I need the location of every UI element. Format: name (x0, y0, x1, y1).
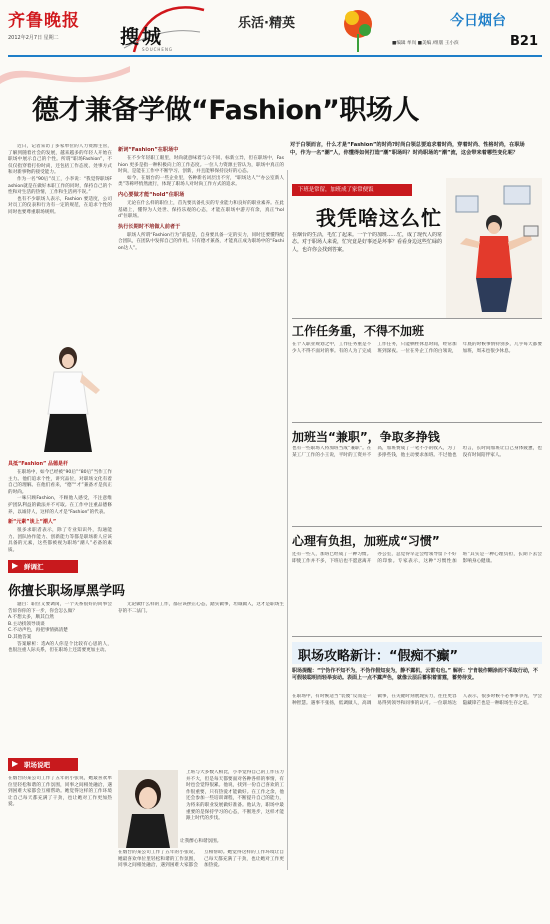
survey-label-text: 鲜调汇 (24, 563, 44, 571)
sub-heading: 执行长期时不培做人前者于 (118, 223, 181, 230)
section1-body: 在个人职业规划之中，工作任务重是不少人不得不面对的事。有的人为了完成工作任务，只能牺牲休息时间，经常加班到深夜。一位在外企工作的白领说，年底的时候事情特别多，几乎每天都要加班，周末也很少休息。 (292, 342, 542, 354)
left-article-body-2 (8, 458, 112, 555)
brand-logo-text: 搜城 (120, 26, 165, 48)
column-divider (287, 170, 288, 870)
section4-body: 在职场中，有时候适当“装傻”反而是一种智慧。遇事不张扬，低调做人，高调做事，在关键时刻展现实力，往往更容易得到领导和同事的认可。一位职场达人表示，很多时候不必事事争先，学会隐藏锋芒也是一种职场生存之道。 (292, 694, 542, 706)
section1-headline: 工作任务重，不得不加班 (292, 324, 425, 338)
survey-answer: 答案解析：选A的人你是个比较有心思的人，也很注重人际关系，但在职场上还需要更加主动。 (8, 641, 112, 654)
survey-headline: 你擅长职场厚黑学吗 (8, 584, 126, 599)
paragraph: 在职场中，如今已经被“90后”“80后”当作工作主力。他们追求个性，讲究品位，对职场文化有着自己的理解。在他们看来，“德”“才”兼备才是真正的时尚。 (8, 470, 112, 495)
woman-portrait-photo (118, 770, 178, 848)
page-number: B21 (510, 34, 538, 49)
busy-worker-photo (446, 178, 542, 318)
feature-intro: 在烟台的生活，毛忙了起来。一个个的加班……忙，成了现代人的常态。对于职场人来说，忙究竟是好事还是坏事？看看身边这些忙碌的人，也许你会找到答案。 (292, 232, 442, 253)
masthead (0, 0, 550, 58)
survey-intro: 题目：职位又要调岗，一个关系很好的同事会告诉你你的下一步，你会怎么做？ (8, 602, 112, 614)
divider (292, 422, 542, 423)
paragraph: 无论在什么样的职位上，首先要具备扎实的专业能力和良好的职业素养。在此基础上，懂得为人处世、保持乐观的心态，才能在职场中游刃有余，真正“hold”住职场。 (118, 200, 284, 220)
paragraph: 作为一名“90后”员工，小李说：“我觉得职场Fashion就是在做好本职工作的同时，保持自己的个性和对生活的热情，工作和生活两不误。” (8, 176, 112, 196)
feature-kicker: 下班是常留，加班成了家常便饭 (292, 184, 412, 196)
left-article (8, 144, 112, 554)
divider (292, 636, 542, 637)
column-tagline: 乐活·精英 (238, 16, 295, 31)
paragraph: 近日，记者采访了多家单位的人力资源主管，了解到随着社会的发展，越来越多的年轻人开始在职场中展示自己的个性。所谓“职场Fashion”，不仅仅指穿着打扮时尚，还包括工作态度、处事方式和对新事物的接受能力。 (8, 144, 112, 176)
sub-heading: 新“元素”谈上“潮人” (8, 519, 57, 526)
section3-body: 还有一些人，加班已经成了一种习惯。即使工作并不多，下班后也不愿意离开办公室，总觉得早走会给领导留下不好的印象。专家表示，这种“习惯性加班”其实是一种心理负担，长期下去会影响身心健康。 (292, 552, 542, 564)
divider (292, 318, 542, 319)
sub-heading: 具抵“Fashion” 品德是杆 (8, 461, 69, 467)
section4-headline-box (292, 642, 542, 664)
survey-option[interactable]: B.主动找领导谈谈 (8, 621, 45, 627)
section2-body: 也有一些职场人将加班当成“兼职”。在某工厂工作的小王说，平时的工资并不高，加班费成了一笔不小的收入，为了多挣些钱，他主动要求加班。不过他也坦言，长时间加班让自己身体疲惫，也没有时间陪伴家人。 (292, 446, 542, 458)
sub-heading: 内心要做才能“hold”住职场 (118, 191, 185, 198)
left-article-body (8, 144, 112, 284)
survey-option[interactable]: C.不动声色，再把事情搞清楚 (8, 628, 68, 634)
paragraph: 也有不少职场人表示，Fashion 要适度，公司对员工的仪表和行为有一定的规范，在追求个性的同时也要尊重职场规则。 (8, 196, 112, 215)
paragraph: 如今，在烟台的一些企业里，各种新名词层出不穷，“职场达人”“办公室新人类”等称呼悄然流行，体现了职场人对时尚工作方式的追求。 (118, 175, 284, 188)
woman-figure-icon (8, 344, 112, 454)
survey-option[interactable]: D.其他答案 (8, 634, 32, 640)
section4-headline: 职场攻略新计：“假痴不癫” (298, 649, 459, 664)
lead-paragraph: 对于白领而言，什么才是“Fashion”的时尚?时尚白领总要追求着时尚，穿着时尚、性格时尚，在职场中，作为一名“潮”人，你懂得如何打造“潮”职场吗？时尚职场的“潮”流，这会带来着哪些变化呢？ (290, 142, 525, 156)
bottom-right-body: 上班与大多数人相比，小李觉得自己的工作压力并不大，但是每天都要面对各种各样的事情，有时也会觉得很累。他说，找到一份自己喜欢的工作很重要，只有热爱才能做好。在工作之余，他还会参加一些培训课程，不断提升自己的能力，为将来的职业发展做好准备。他认为，职场中最重要的是保持学习的心态，不断进步，这样才能跟上时代的步伐。 (186, 770, 284, 822)
section-name: 今日烟台 (450, 13, 506, 29)
paper-logo: 齐鲁晚报 (8, 11, 80, 31)
section2-headline: 加班当“兼职”，争取多挣钱 (292, 430, 440, 444)
paragraph: 职场人所谓“Fashion行为”前提是，自身要具备一定的实力，同时还要懂得配合团队，在团队中发挥自己的作用。只有德才兼备，才能真正成为职场中的“Fashion达人”。 (118, 232, 284, 251)
section3-headline: 心理有负担，加班成“习惯” (292, 534, 440, 548)
survey-label (8, 560, 78, 573)
masthead-rule (8, 55, 542, 57)
photo-caption: 让我醉心和谐氛围。 (180, 839, 222, 844)
paragraph: 一味只顾Fashion，不顾他人感受，不注意维护团队利益的做法并不可取。在工作中注重品德修养，以诚待人，这样的人才是“Fashion”的代表。 (8, 496, 112, 515)
paragraph: 在不少年轻职工眼里，时尚就意味着与众不同、标新立异，但在职场中，Fashion 更多是指一种积极向上的工作态度。一位人力资源主管认为，职场中真正的时尚，是能在工作中不断学习、创新，并且能够保持良好的心态。 (118, 156, 284, 175)
arrow-right-icon: ▶ (12, 561, 19, 570)
date-line: 2012年2月7日 星期二 (8, 35, 59, 41)
paragraph: 无论做什么样的工作，都应该摆正心态，踏实做事，坦诚做人，这才是职场生存的不二法门。 (118, 602, 284, 614)
talk-label-text: 职场说吧 (24, 761, 50, 769)
section4-lead: 职场提醒：“宁伪作不知不为，不伪作假知妄为，静不露机，云雷屯也。” 解析：宁肯装作糊涂而不采取行动，不可假装聪明而轻举妄动。表面上一点不露声色，就像云层后蓄积着雷霆，蓄势待发。 (292, 668, 538, 682)
fashion-woman-photo (8, 344, 112, 454)
survey-body-right (118, 602, 284, 710)
mid-article (118, 144, 284, 554)
survey-body (8, 602, 112, 752)
talk-body-left: 在烟台的某公司工作了五年的小张说，她最喜欢单位里轻松和谐的工作氛围，同事之间相处融洽，遇到困难大家都会互相帮助。她觉得这样的工作环境让自己每天都充满了干劲，也让她对工作更加热爱。 (8, 776, 112, 808)
feature-headline: 我凭啥这么忙 (316, 206, 442, 230)
main-headline: 德才兼备学做“Fashion”职场人 (32, 95, 419, 126)
flower-ornament-icon (338, 2, 378, 52)
divider (292, 526, 542, 527)
editor-line: ■编辑 牟岚 ■美编 /组版 王小滨 (392, 41, 459, 46)
talk-label (8, 758, 78, 771)
mid-article-body (118, 144, 284, 549)
talk-body-mid: 在烟台的某公司工作了五年的小张说，她最喜欢单位里轻松和谐的工作氛围，同事之间相处融洽，遇到困难大家都会互相帮助。她觉得这样的工作环境让自己每天都充满了干劲，也让她对工作更加热爱。 (118, 850, 284, 869)
brand-sub: SOUCHENG (142, 47, 174, 52)
sub-heading: 新词“Fashion”在职场中 (118, 147, 179, 153)
arrow-right-icon: ▶ (12, 759, 19, 768)
column-brand (112, 2, 212, 58)
paragraph: 很多求职者表示，除了专业知识外，沟通能力、团队协作能力、创新能力等都是职场新人应该具备的元素，这些都被视为职场“潮人”必备的素质。 (8, 528, 112, 553)
survey-option[interactable]: A.不想太多，顺其自然 (8, 615, 54, 621)
